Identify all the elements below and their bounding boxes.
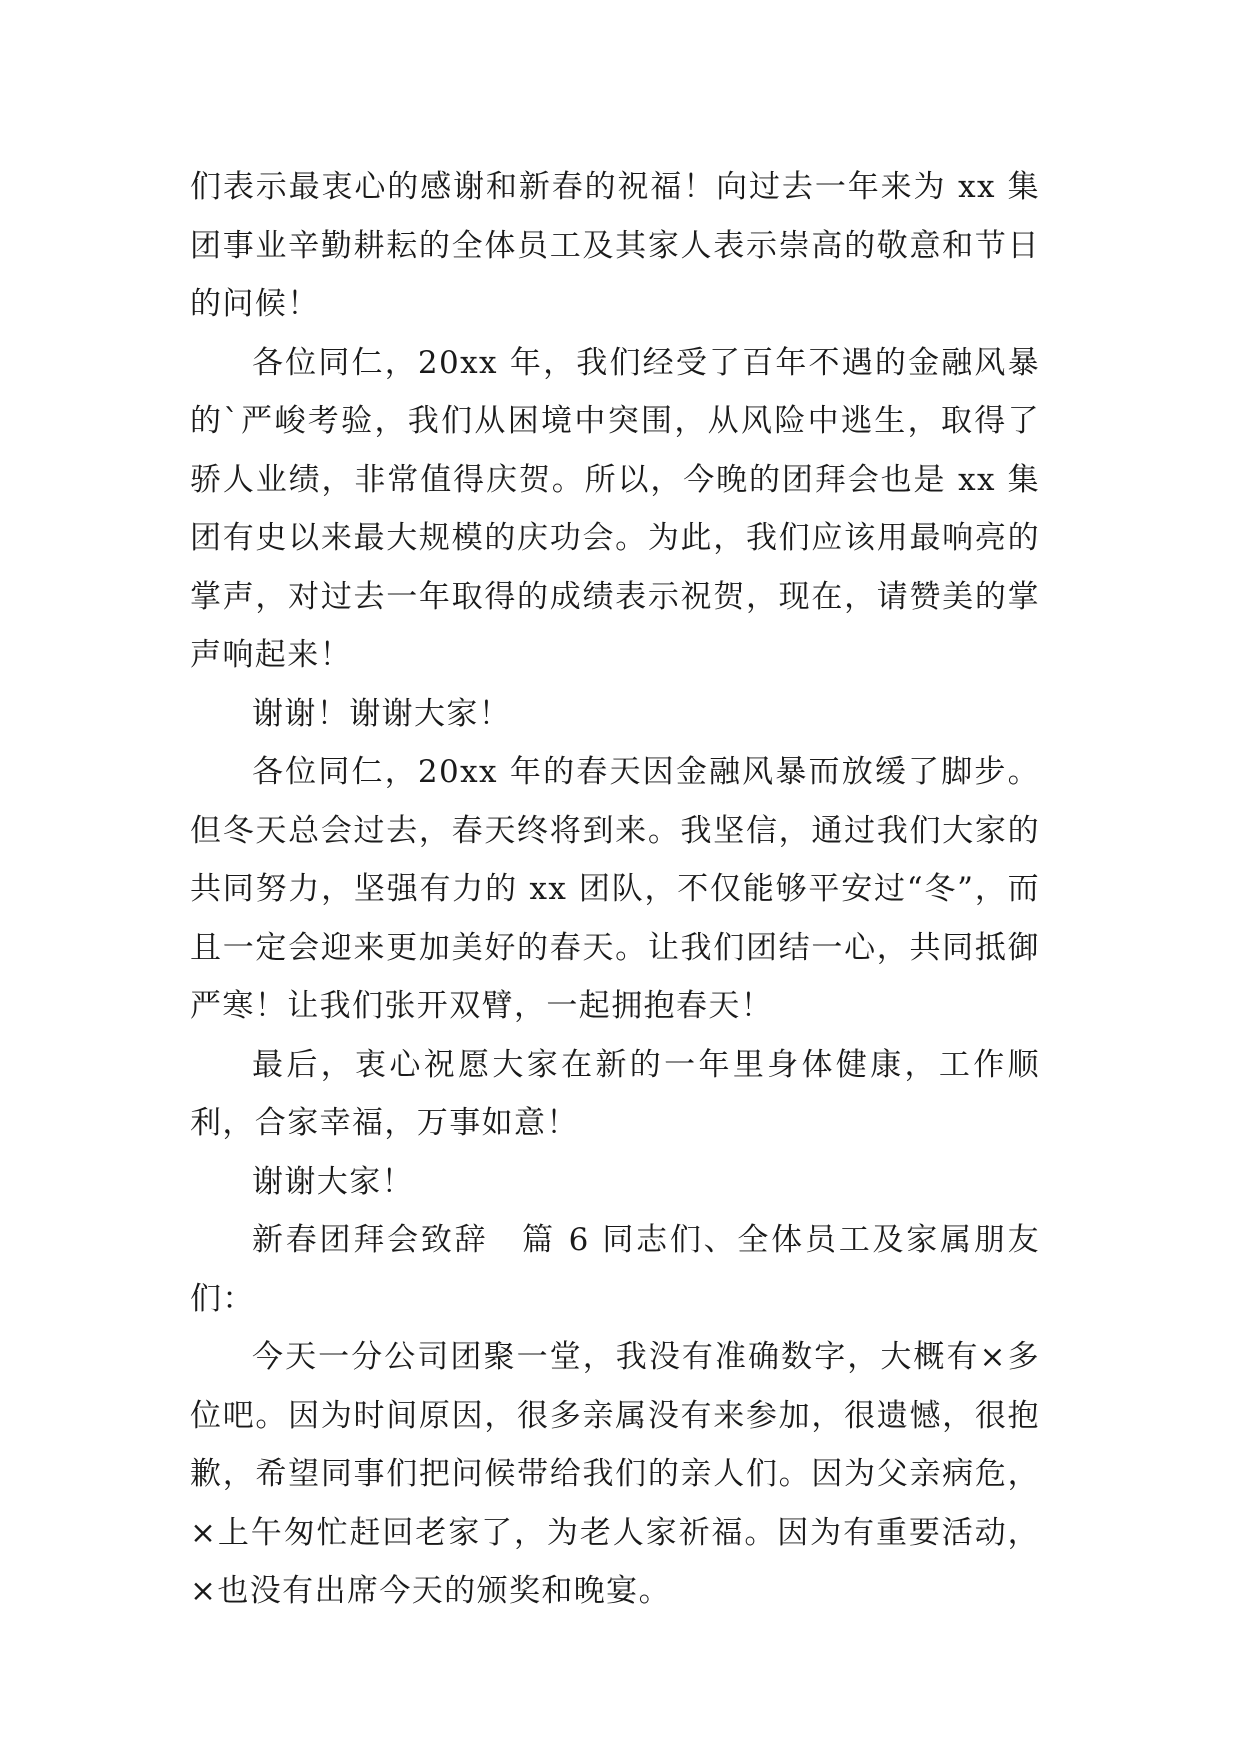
paragraph-thanks-all: 谢谢大家！ [252,1163,414,1200]
document-body [190,158,1040,1621]
paragraph-spring: 各位同仁，20xx 年的春天因金融风暴而放缓了脚步。但冬天总会过去，春天终将到来。我坚信，通过我们大家的共同努力，坚强有力的 xx 团队，不仅能够平安过“冬”，而且一定会迎来更加美好的春天。让我们团结一心，共同抵御严寒！让我们张开双臂，一起拥抱春天！ [190,754,1040,1024]
paragraph-wishes: 最后，衷心祝愿大家在新的一年里身体健康，工作顺利，合家幸福，万事如意！ [190,1046,1040,1141]
paragraph-continuation: 们表示最衷心的感谢和新春的祝福！向过去一年来为 xx 集团事业辛勤耕耘的全体员工及其家人表示崇高的敬意和节日的问候！ [190,169,1040,322]
paragraph-gathering: 今天一分公司团聚一堂，我没有准确数字，大概有×多位吧。因为时间原因，很多亲属没有来参加，很遗憾，很抱歉，希望同事们把问候带给我们的亲人们。因为父亲病危，×上午匆忙赶回老家了，为老人家祈福。因为有重要活动，×也没有出席今天的颁奖和晚宴。 [190,1339,1040,1609]
section-heading-speech-6: 新春团拜会致辞 篇 6 同志们、全体员工及家属朋友们： [190,1222,1040,1317]
paragraph-thanks: 谢谢！谢谢大家！ [252,695,512,732]
paragraph-financial-storm: 各位同仁，20xx 年，我们经受了百年不遇的金融风暴的`严峻考验，我们从困境中突围，从风险中逃生，取得了骄人业绩，非常值得庆贺。所以，今晚的团拜会也是 xx 集团有史以来最大规模的庆功会。为此，我们应该用最响亮的掌声，对过去一年取得的成绩表示祝贺，现在，请赞美的掌声响起来！ [190,344,1040,673]
